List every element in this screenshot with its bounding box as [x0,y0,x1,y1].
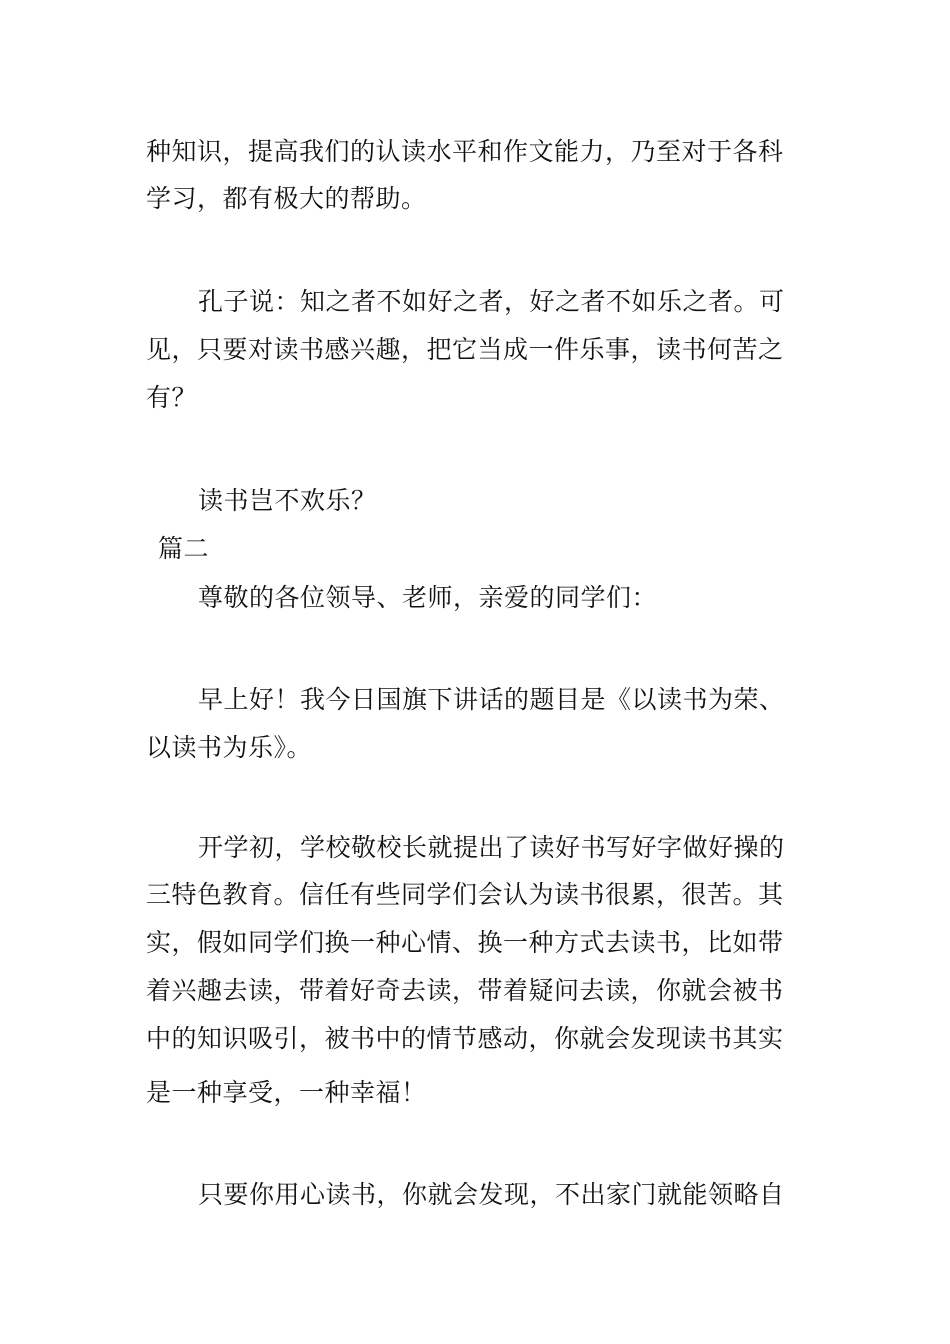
text-line: 见，只要对读书感兴趣，把它当成一件乐事，读书何苦之 [146,335,784,364]
text-line: 实，假如同学们换一种心情、换一种方式去读书，比如带 [146,928,784,957]
text-line: 以读书为乐》。 [146,733,313,762]
text-line: 读书岂不欢乐？ [198,486,377,515]
text-line: 早上好！我今日国旗下讲话的题目是《以读书为荣、 [198,685,785,714]
salutation: 尊敬的各位领导、老师，亲爱的同学们： [198,583,658,612]
text-line: 有？ [146,383,198,412]
text-line: 孔子说：知之者不如好之者，好之者不如乐之者。可 [198,287,785,316]
text-line: 开学初，学校敬校长就提出了读好书写好字做好操的 [198,833,785,862]
text-line: 种知识，提高我们的认读水平和作文能力，乃至对于各科 [146,137,784,166]
text-line: 学习，都有极大的帮助。 [146,184,427,213]
section-heading: 篇二 [158,534,210,563]
text-line: 三特色教育。信任有些同学们会认为读书很累，很苦。其 [146,880,784,909]
text-line: 中的知识吸引，被书中的情节感动，你就会发现读书其实 [146,1024,784,1053]
text-line: 只要你用心读书，你就会发现，不出家门就能领略自 [198,1180,785,1209]
text-line: 是一种享受，一种幸福！ [146,1078,427,1107]
text-line: 着兴趣去读，带着好奇去读，带着疑问去读，你就会被书 [146,976,784,1005]
